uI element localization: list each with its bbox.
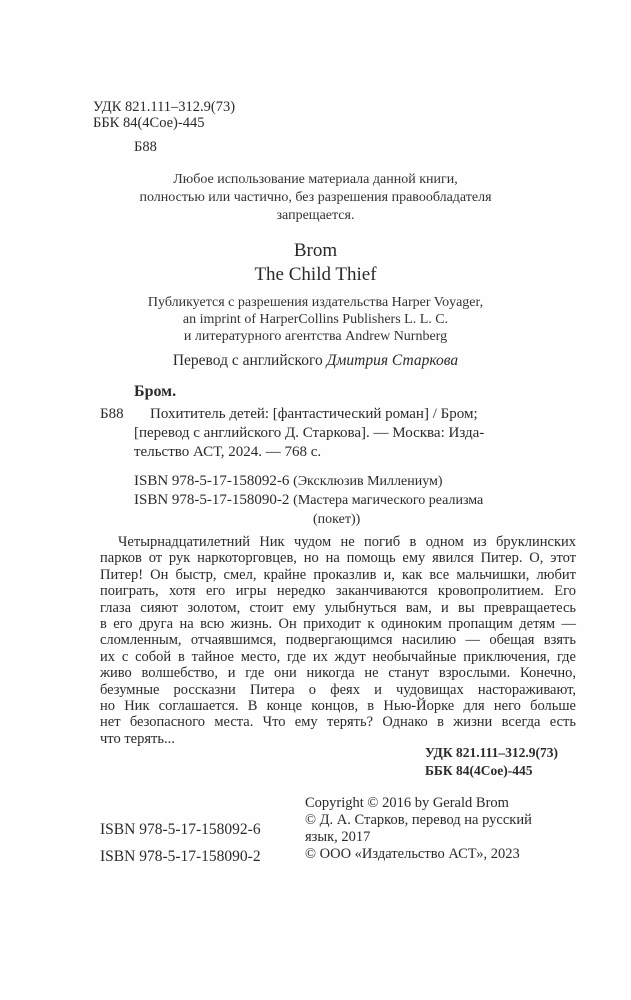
annotation-line: но Ник соглашается. В конце концов, в Нью-Йорке для него больше: [100, 698, 576, 715]
permission-line: и литературного агентства Andrew Nurnberg: [183, 329, 448, 344]
classification-block: [93, 99, 235, 131]
annotation-line: в его друга на всю жизнь. Он приходит к одиноким пропащим детям —: [100, 616, 576, 633]
original-author: Brom: [293, 240, 338, 261]
annotation: [100, 534, 576, 747]
rights-notice: [0, 171, 631, 225]
rights-notice-line: Любое использование материала данной книги,: [173, 172, 458, 187]
classification-bottom: [425, 744, 558, 780]
annotation-line: живо волшебство, и где они никогда не станут взрослыми. Конечно,: [100, 665, 576, 682]
copyright-line: © ООО «Издательство АСТ», 2023: [305, 846, 520, 862]
isbn-number: ISBN 978-5-17-158090-2: [134, 492, 290, 508]
annotation-line: глаза сияют золотом, стоит ему улыбнуться вам, и вы превращаетесь: [100, 599, 576, 616]
copyright-line: язык, 2017: [305, 829, 371, 845]
bib-author: Бром.: [134, 383, 177, 400]
annotation-line: Четырнадцатилетний Ник чудом не погиб в одном из бруклинских: [118, 534, 576, 550]
copyright-block: [305, 795, 532, 863]
isbn-bottom: ISBN 978-5-17-158090-2: [100, 848, 261, 865]
translation-prefix: Перевод с английского: [172, 352, 323, 369]
copyright-line: © Д. А. Старков, перевод на русский: [305, 812, 532, 828]
annotation-line: что терять...: [100, 730, 175, 747]
annotation-line: поиграть, хотя его игры нередко заканчиваются кровопролитием. Его: [100, 583, 576, 600]
bib-line: [перевод с английского Д. Старкова]. — Москва: Изда-: [134, 425, 485, 441]
bbk-code-bottom: ББК 84(4Сое)-445: [425, 763, 533, 778]
rights-notice-line: запрещается.: [276, 208, 355, 223]
isbn-bottom: ISBN 978-5-17-158092-6: [100, 821, 261, 838]
permission-line: an imprint of HarperCollins Publishers L. L. C.: [182, 312, 449, 327]
udk-code: УДК 821.111–312.9(73): [93, 99, 236, 115]
annotation-line: их с собой в тайное место, где их ждут необычайные приключения, где: [100, 648, 576, 665]
isbn-note-continued: (покет)): [313, 512, 361, 527]
bib-line: тельство АСТ, 2024. — 768 с.: [134, 444, 322, 460]
annotation-line: сломленным, отчаявшимся, подвергающимся насилию — обещая взять: [100, 632, 576, 649]
translation-credit: [0, 352, 631, 370]
bib-code: Б88: [100, 406, 124, 422]
isbn-number: ISBN 978-5-17-158092-6: [134, 473, 290, 489]
udk-code-bottom: УДК 821.111–312.9(73): [425, 745, 558, 760]
rights-notice-line: полностью или частично, без разрешения правообладателя: [139, 190, 492, 205]
bbk-code: ББК 84(4Сое)-445: [93, 115, 205, 131]
publication-permission: [0, 294, 631, 345]
bib-line: Похититель детей: [фантастический роман] / Бром;: [150, 406, 478, 422]
annotation-line: нет безопасного места. Что ему терять? Однако в жизни всегда есть: [100, 714, 576, 731]
original-title: The Child Thief: [254, 264, 377, 285]
author-mark: Б88: [134, 139, 157, 155]
bib-description: [134, 405, 578, 462]
copyright-line: Copyright © 2016 by Gerald Brom: [305, 795, 509, 811]
translator-name: Дмитрия Старкова: [326, 352, 459, 369]
isbn-entry: [134, 472, 443, 491]
isbn-entry: [134, 491, 483, 510]
annotation-line: парков от рук наркоторговцев, но на помощь ему явился Питер. О, этот: [100, 550, 576, 567]
annotation-line: безумные россказни Питера о феях и чудовищах настораживают,: [100, 681, 576, 698]
isbn-note: (Эксклюзив Миллениум): [293, 474, 443, 489]
isbn-note: (Мастера магического реализма: [293, 493, 484, 508]
permission-line: Публикуется с разрешения издательства Harper Voyager,: [147, 295, 484, 310]
annotation-line: Питер! Он быстр, смел, крайне проказлив и, как все мальчишки, любит: [100, 566, 576, 583]
